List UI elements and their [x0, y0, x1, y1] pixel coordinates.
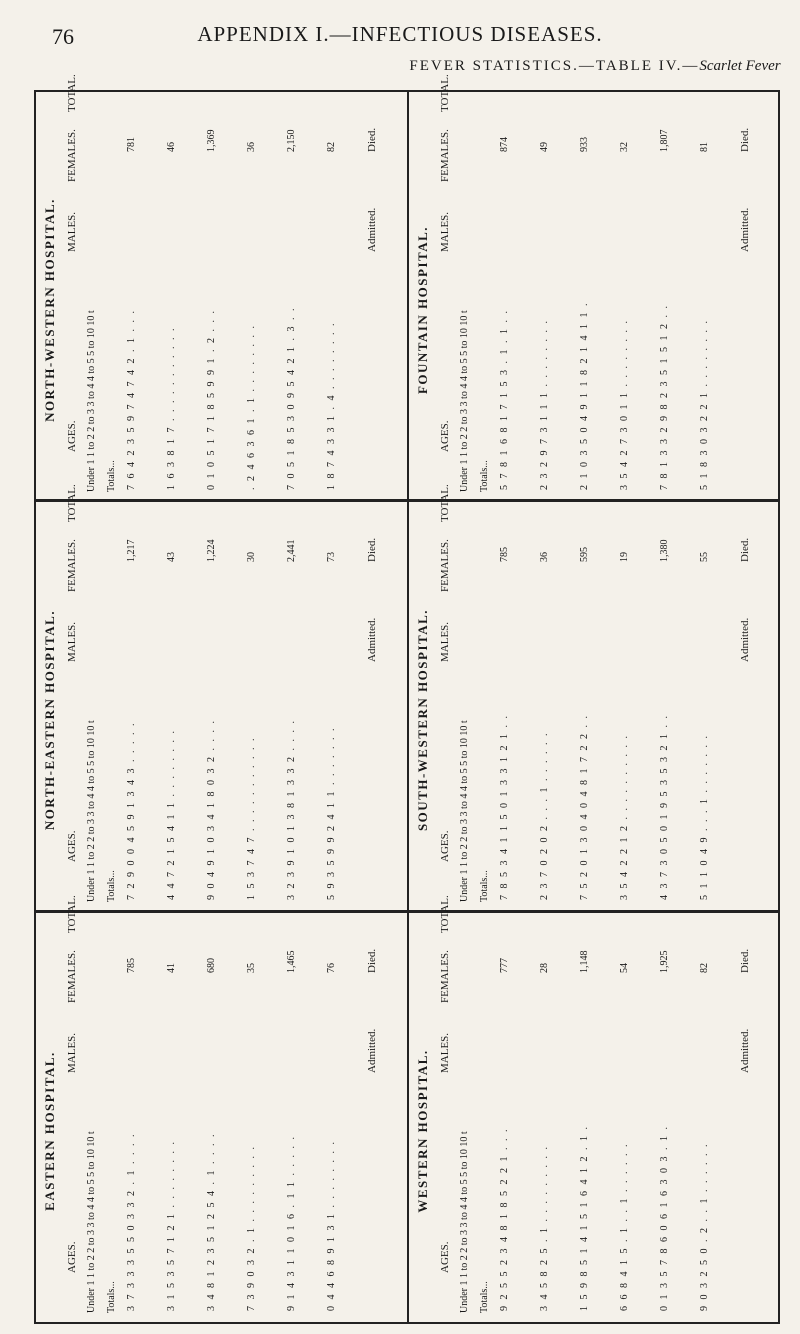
total-died-total: 81 — [699, 142, 710, 152]
females-header: FEMALES. — [66, 950, 78, 1003]
females-header: FEMALES. — [66, 539, 78, 592]
table-subtitle-disease: Scarlet Fever — [699, 58, 781, 74]
total-died-values: 5 1 8 3 0 3 2 2 1 . . . . . . . . — [699, 319, 710, 490]
males-died-values: 4 4 7 2 1 5 4 1 1 . . . . . . . . — [166, 729, 177, 900]
totals-label: Totals... — [106, 1281, 117, 1313]
males-admitted-values: 7 2 9 0 0 4 5 9 1 3 4 3 . . . . . — [126, 721, 137, 900]
total-header: TOTAL. — [439, 484, 451, 522]
admitted-label: Admitted. — [739, 1028, 751, 1073]
statistics-table — [34, 74, 780, 1324]
admitted-label: Admitted. — [739, 617, 751, 662]
females-admitted-total: 680 — [206, 958, 217, 973]
age-groups: Under 1 1 to 2 2 to 3 3 to 4 4 to 5 5 to 10 10 t — [459, 1131, 470, 1313]
females-admitted-values: 7 5 2 0 1 3 0 4 0 4 8 1 7 2 2 . . — [579, 714, 590, 900]
males-died-values: 3 4 5 8 2 5 . 1 . . . . . . . . . — [539, 1145, 550, 1311]
females-died-values: 6 6 8 4 1 5 . 1 . . 1 . . . . . . — [619, 1142, 630, 1311]
age-groups: Under 1 1 to 2 2 to 3 3 to 4 4 to 5 5 to 10 10 t — [459, 720, 470, 902]
age-groups: Under 1 1 to 2 2 to 3 3 to 4 4 to 5 5 to 10 10 t — [86, 310, 97, 492]
hospital-name: NORTH-WESTERN HOSPITAL. — [42, 198, 57, 422]
females-died-total: 54 — [619, 963, 630, 973]
total-died-total: 82 — [699, 963, 710, 973]
admitted-label: Admitted. — [366, 207, 378, 252]
females-header: FEMALES. — [439, 129, 451, 182]
totals-label: Totals... — [479, 460, 490, 492]
total-admitted-values: 9 1 4 3 1 1 0 1 6 . 1 1 . . . . . — [286, 1135, 297, 1311]
males-died-total: 49 — [539, 142, 550, 152]
total-admitted-total: 1,465 — [286, 950, 297, 973]
females-admitted-total: 595 — [579, 547, 590, 562]
hospital-name: FOUNTAIN HOSPITAL. — [415, 225, 430, 395]
females-admitted-values: 9 0 4 9 1 0 3 4 1 8 0 3 2 . . . . — [206, 719, 217, 900]
males-died-total: 41 — [166, 963, 177, 973]
males-admitted-values: 3 7 3 3 3 5 5 0 3 3 2 . 1 . . . . — [126, 1132, 137, 1311]
ages-header: AGES. — [66, 830, 78, 862]
females-admitted-total: 933 — [579, 137, 590, 152]
males-died-values: 2 3 2 9 7 3 1 1 1 . . . . . . . . — [539, 319, 550, 490]
died-label: Died. — [739, 537, 751, 562]
total-died-total: 76 — [326, 963, 337, 973]
total-died-values: 5 1 1 0 4 9 . . . 1 . . . . . . . — [699, 734, 710, 900]
total-header: TOTAL. — [66, 74, 78, 112]
females-died-total: 36 — [246, 142, 257, 152]
total-died-values: 1 8 7 4 3 3 1 . 4 . . . . . . . . — [326, 321, 337, 490]
females-admitted-values: 3 4 8 1 2 3 5 1 2 5 4 . 1 . . . . — [206, 1132, 217, 1311]
total-header: TOTAL. — [66, 484, 78, 522]
total-admitted-values: 7 0 5 1 8 5 3 0 9 5 4 2 1 . 3 . . — [286, 306, 297, 490]
hospital-name: WESTERN HOSPITAL. — [415, 1049, 430, 1213]
females-header: FEMALES. — [66, 129, 78, 182]
total-admitted-total: 1,807 — [659, 129, 670, 152]
males-died-values: 2 3 7 0 2 0 2 . . . 1 . . . . . . — [539, 731, 550, 900]
total-died-values: 5 9 3 5 9 9 2 4 1 1 . . . . . . . — [326, 726, 337, 900]
males-admitted-values: 7 6 4 2 3 5 9 7 4 7 4 2 . 1 . . . — [126, 309, 137, 490]
males-header: MALES. — [66, 621, 78, 662]
males-admitted-total: 781 — [126, 137, 137, 152]
age-groups: Under 1 1 to 2 2 to 3 3 to 4 4 to 5 5 to 10 10 t — [459, 310, 470, 492]
males-admitted-total: 1,217 — [126, 539, 137, 562]
females-admitted-values: 1 5 9 8 5 1 4 1 5 1 6 4 1 2 . 1 . — [579, 1125, 590, 1311]
total-admitted-values: 0 1 3 5 7 8 6 0 6 1 6 3 0 3 . 1 . — [659, 1125, 670, 1311]
page-number: 76 — [52, 24, 74, 49]
males-header: MALES. — [439, 211, 451, 252]
females-died-total: 19 — [619, 552, 630, 562]
died-label: Died. — [739, 127, 751, 152]
total-header: TOTAL. — [439, 74, 451, 112]
total-admitted-total: 1,380 — [659, 539, 670, 562]
total-admitted-values: 4 3 7 3 0 5 0 1 9 5 3 5 3 2 1 . . — [659, 714, 670, 900]
males-died-values: 3 1 5 3 5 7 1 2 1 . . . . . . . . — [166, 1140, 177, 1311]
males-died-total: 43 — [166, 552, 177, 562]
males-admitted-values: 5 7 8 1 6 8 1 7 1 5 3 . 1 . 1 . . — [499, 309, 510, 490]
females-header: FEMALES. — [439, 950, 451, 1003]
total-admitted-total: 2,441 — [286, 539, 297, 562]
total-died-values: 9 0 3 2 5 0 . 2 . . 1 . . . . . . — [699, 1142, 710, 1311]
table-subtitle-main: FEVER STATISTICS.—TABLE IV.— — [409, 58, 700, 74]
total-died-total: 73 — [326, 552, 337, 562]
males-header: MALES. — [66, 1032, 78, 1073]
females-died-values: 1 5 3 7 4 7 . . . . . . . . . . . — [246, 736, 257, 900]
females-header: FEMALES. — [439, 539, 451, 592]
hospital-panel-we — [409, 895, 769, 1318]
totals-label: Totals... — [479, 1281, 490, 1313]
males-admitted-total: 785 — [126, 958, 137, 973]
total-admitted-values: 7 8 1 3 3 2 9 8 2 3 5 1 5 1 2 . . — [659, 304, 670, 490]
total-died-total: 55 — [699, 552, 710, 562]
ages-header: AGES. — [439, 1241, 451, 1273]
admitted-label: Admitted. — [366, 1028, 378, 1073]
ages-header: AGES. — [439, 420, 451, 452]
females-died-total: 32 — [619, 142, 630, 152]
hospital-name: EASTERN HOSPITAL. — [42, 1051, 57, 1211]
females-admitted-values: 0 1 0 5 1 7 1 8 5 9 9 1 . 2 . . . — [206, 309, 217, 490]
ages-header: AGES. — [66, 1241, 78, 1273]
females-admitted-total: 1,224 — [206, 539, 217, 562]
died-label: Died. — [366, 948, 378, 973]
totals-label: Totals... — [479, 870, 490, 902]
females-admitted-values: 2 1 0 3 5 0 4 9 1 1 8 2 1 4 1 1 . — [579, 301, 590, 490]
males-died-total: 28 — [539, 963, 550, 973]
died-label: Died. — [366, 127, 378, 152]
admitted-label: Admitted. — [366, 617, 378, 662]
females-died-total: 30 — [246, 552, 257, 562]
total-header: TOTAL. — [439, 895, 451, 933]
females-admitted-total: 1,369 — [206, 129, 217, 152]
hospital-panel-ea — [36, 895, 396, 1318]
running-title: APPENDIX I.—INFECTIOUS DISEASES. — [197, 22, 603, 46]
table-subtitle — [400, 58, 790, 75]
females-died-values: 7 3 9 0 3 2 . 1 . . . . . . . . . — [246, 1145, 257, 1311]
males-died-total: 36 — [539, 552, 550, 562]
ages-header: AGES. — [66, 420, 78, 452]
males-died-total: 46 — [166, 142, 177, 152]
females-died-total: 35 — [246, 963, 257, 973]
total-admitted-values: 3 2 3 9 1 0 1 3 8 1 3 3 2 . . . . — [286, 719, 297, 900]
males-header: MALES. — [66, 211, 78, 252]
females-died-values: 3 5 4 2 2 1 2 . . . . . . . . . . — [619, 734, 630, 900]
females-died-values: . 2 4 6 3 6 1 . 1 . . . . . . . . — [246, 324, 257, 490]
females-admitted-total: 1,148 — [579, 950, 590, 973]
males-admitted-total: 874 — [499, 137, 510, 152]
males-died-values: 1 6 3 8 1 7 . . . . . . . . . . . — [166, 326, 177, 490]
males-admitted-values: 9 2 5 5 2 3 4 8 1 8 5 2 2 1 . . . — [499, 1127, 510, 1311]
males-admitted-total: 777 — [499, 958, 510, 973]
totals-label: Totals... — [106, 460, 117, 492]
totals-label: Totals... — [106, 870, 117, 902]
hospital-name: SOUTH-WESTERN HOSPITAL. — [415, 608, 430, 832]
died-label: Died. — [366, 537, 378, 562]
hospital-name: NORTH-EASTERN HOSPITAL. — [42, 609, 57, 831]
total-died-values: 0 4 4 6 8 9 1 3 1 . . . . . . . . — [326, 1140, 337, 1311]
males-admitted-total: 785 — [499, 547, 510, 562]
ages-header: AGES. — [439, 830, 451, 862]
females-died-values: 3 5 4 2 7 3 0 1 1 . . . . . . . . — [619, 319, 630, 490]
total-admitted-total: 2,150 — [286, 129, 297, 152]
males-header: MALES. — [439, 1032, 451, 1073]
males-admitted-values: 7 8 5 3 4 1 1 5 0 1 3 3 1 2 1 . . — [499, 714, 510, 900]
total-header: TOTAL. — [66, 895, 78, 933]
total-died-total: 82 — [326, 142, 337, 152]
age-groups: Under 1 1 to 2 2 to 3 3 to 4 4 to 5 5 to 10 10 t — [86, 720, 97, 902]
age-groups: Under 1 1 to 2 2 to 3 3 to 4 4 to 5 5 to 10 10 t — [86, 1131, 97, 1313]
died-label: Died. — [739, 948, 751, 973]
admitted-label: Admitted. — [739, 207, 751, 252]
total-admitted-total: 1,925 — [659, 950, 670, 973]
males-header: MALES. — [439, 621, 451, 662]
